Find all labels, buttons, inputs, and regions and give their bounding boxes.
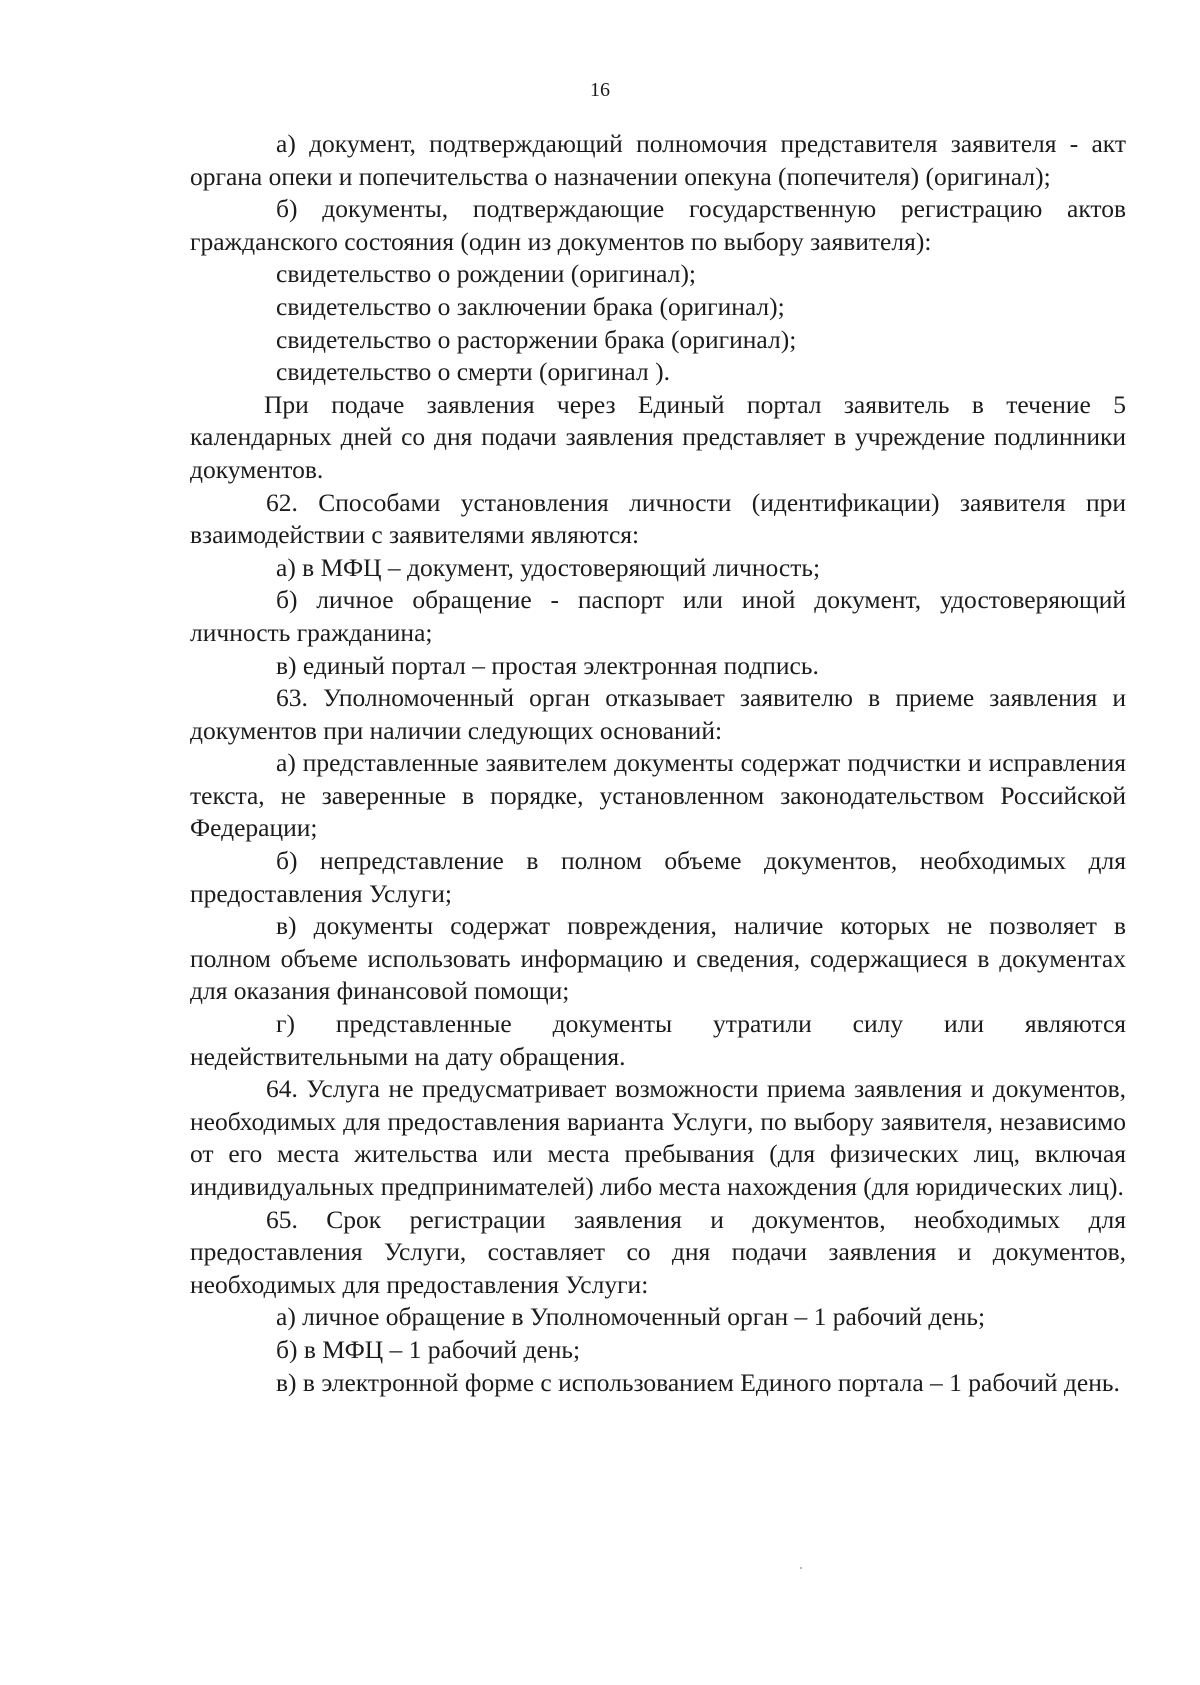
paragraph-63-c: в) документы содержат повреждения, наличие которых не позволяет в полном объеме использовать информацию и сведения, содержащиеся в документах для оказания финансовой помощи; (190, 911, 1126, 1006)
paragraph-63-a: а) представленные заявителем документы содержат подчистки и исправления текста, не заверенные в порядке, установленном законодательством Российской Федерации; (190, 748, 1126, 843)
paragraph-portal-submission: При подаче заявления через Единый портал заявитель в течение 5 календарных дней со дня подачи заявления представляет в учреждение подлинники документов. (190, 389, 1126, 484)
paragraph-63: 63. Уполномоченный орган отказывает заявителю в приеме заявления и документов при наличии следующих оснований: (190, 683, 1126, 745)
list-item-divorce-certificate: свидетельство о расторжении брака (оригинал); (276, 324, 797, 354)
list-item-marriage-certificate: свидетельство о заключении брака (оригинал); (276, 291, 785, 321)
paragraph-a-representative-document: а) документ, подтверждающий полномочия представителя заявителя - акт органа опеки и попечительства о назначении опекуна (попечителя) (оригинал); (190, 129, 1126, 191)
document-body (190, 128, 1126, 1399)
paragraph-64: 64. Услуга не предусматривает возможности приема заявления и документов, необходимых для предоставления варианта Услуги, по выбору заявителя, независимо от его места жительства или места пребывания (для физических лиц, включая индивидуальных предпринимателей) либо места нахождения (для юридических лиц). (190, 1074, 1126, 1201)
paragraph-65-b: б) в МФЦ – 1 рабочий день; (276, 1334, 581, 1364)
paragraph-63-b: б) непредставление в полном объеме документов, необходимых для предоставления Услуги; (190, 846, 1126, 908)
scan-speck (800, 1567, 802, 1569)
paragraph-63-d: г) представленные документы утратили силу или являются недействительными на дату обращения. (190, 1009, 1126, 1071)
paragraph-b-civil-registration: б) документы, подтверждающие государственную регистрацию актов гражданского состояния (один из документов по выбору заявителя): (190, 194, 1126, 256)
paragraph-62-a: а) в МФЦ – документ, удостоверяющий личность; (276, 552, 821, 582)
paragraph-65: 65. Срок регистрации заявления и документов, необходимых для предоставления Услуги, составляет со дня подачи заявления и документов, необходимых для предоставления Услуги: (190, 1204, 1126, 1299)
paragraph-62-c: в) единый портал – простая электронная подпись. (276, 650, 819, 680)
paragraph-65-a: а) личное обращение в Уполномоченный орган – 1 рабочий день; (276, 1302, 986, 1332)
page-number: 16 (590, 79, 610, 101)
list-item-death-certificate: свидетельство о смерти (оригинал ). (276, 357, 670, 387)
paragraph-62: 62. Способами установления личности (идентификации) заявителя при взаимодействии с заявителями являются: (190, 487, 1126, 550)
paragraph-65-c: в) в электронной форме с использованием Единого портала – 1 рабочий день. (276, 1367, 1120, 1397)
paragraph-62-b: б) личное обращение - паспорт или иной документ, удостоверяющий личность гражданина; (190, 585, 1126, 647)
list-item-birth-certificate: свидетельство о рождении (оригинал); (276, 259, 697, 289)
